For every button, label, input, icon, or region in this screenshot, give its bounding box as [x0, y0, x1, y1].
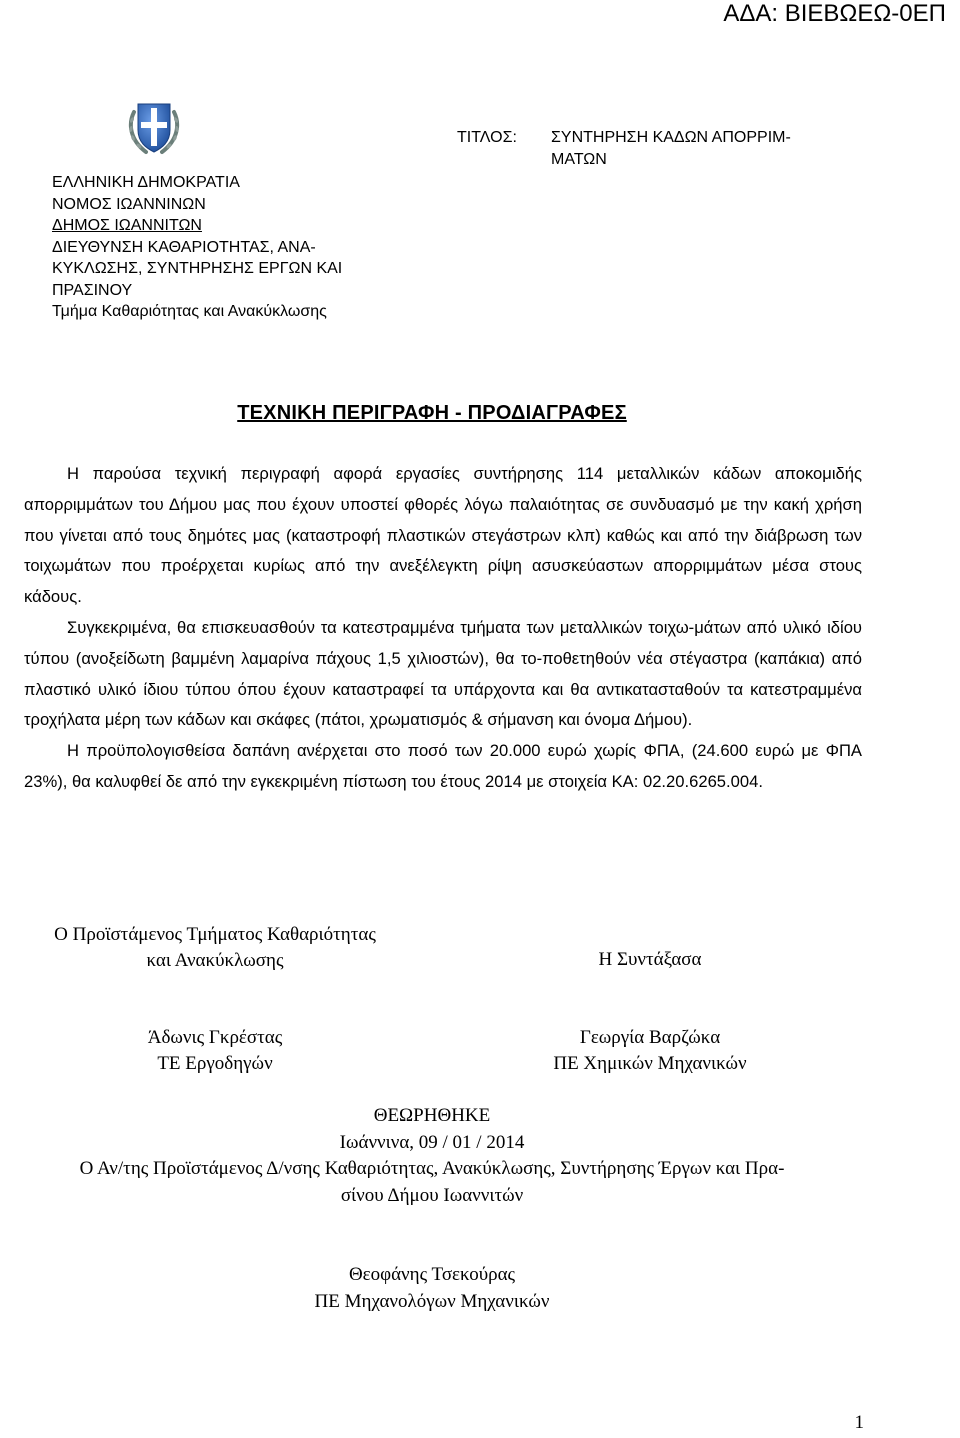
title-value-line-2: ΜΑΤΩΝ — [551, 151, 607, 168]
signature-left-name: Άδωνις Γκρέστας — [147, 1027, 283, 1048]
signature-right-role-text: Η Συντάξασα — [598, 949, 702, 970]
signature-left-role-line-1: Ο Προϊστάμενος Τμήματος Καθαριότητας — [54, 924, 376, 945]
signature-right-name: Γεωργία Βαρζώκα — [579, 1027, 721, 1048]
issuer-line-municipality: ΔΗΜΟΣ ΙΩΑΝΝΙΤΩΝ — [52, 217, 202, 234]
approver-title: ΠΕ Μηχανολόγων Μηχανικών — [314, 1291, 550, 1312]
signature-left-role-line-2: και Ανακύκλωσης — [146, 950, 284, 971]
issuer-line-republic: ΕΛΛΗΝΙΚΗ ΔΗΜΟΚΡΑΤΙΑ — [52, 174, 240, 191]
title-label: ΤΙΤΛΟΣ: — [457, 129, 517, 146]
issuer-line-directorate-1: ΔΙΕΥΘΥΝΣΗ ΚΑΘΑΡΙΟΤΗΤΑΣ, ΑΝΑ- — [52, 238, 316, 256]
signature-right-title: ΠΕ Χημικών Μηχανικών — [553, 1053, 747, 1074]
greek-coat-of-arms-icon — [124, 98, 184, 158]
paragraph-budget: Η προϋπολογισθείσα δαπάνη ανέρχεται στο ποσό των 20.000 ευρώ χωρίς ΦΠΑ, (24.600 ευρώ με ΦΠΑ 23%), θα καλυφθεί δε από την εγκεκριμένη πίστωση του έτους 2014 με στοιχεία ΚΑ: 02.20.6265.004. — [24, 741, 862, 791]
title-value — [551, 127, 851, 171]
paragraph-works: Συγκεκριμένα, θα επισκευασθούν τα κατεστραμμένα τμήματα των μεταλλικών τοιχω-μάτων από υλικό ιδίου τύπου (ανοξείδωτη βαμμένη λαμαρίνα πάχους 1,5 χιλιοστών), θα το-ποθετηθούν νέα στέγαστρα (καπάκια) από πλαστικό υλικό ίδιου τύπου όπου έχουν καταστραφεί τα υπάρχοντα και θα αντικατασταθούν τα κατεστραμμένα τροχήλατα μέρη των κάδων και σκάφες (πάτοι, χρωματισμός & σήμανση και όνομα Δήμου). — [24, 617, 862, 730]
ada-code: ΑΔΑ: ΒΙΕΒΩΕΩ-0ΕΠ — [723, 0, 946, 27]
title-value-line-1: ΣΥΝΤΗΡΗΣΗ ΚΑΔΩΝ ΑΠΟΡΡΙΜ- — [551, 129, 791, 146]
signature-left-title: ΤΕ Εργοδηγών — [157, 1053, 273, 1074]
issuer-block — [52, 172, 342, 323]
document-body — [24, 459, 862, 798]
issuer-line-department: Τμήμα Καθαριότητας και Ανακύκλωσης — [52, 303, 327, 320]
issuer-line-directorate-3: ΠΡΑΣΙΝΟΥ — [52, 281, 133, 299]
approval-role-line-1: Ο Αν/της Προϊστάμενος Δ/νσης Καθαριότητας, Ανακύκλωσης, Συντήρησης Έργων και Πρα- — [79, 1158, 785, 1179]
approver-name: Θεοφάνης Τσεκούρας — [348, 1264, 516, 1285]
issuer-line-directorate-2: ΚΥΚΛΩΣΗΣ, ΣΥΝΤΗΡΗΣΗΣ ΕΡΓΩΝ ΚΑΙ — [52, 260, 343, 277]
issuer-line-prefecture: ΝΟΜΟΣ ΙΩΑΝΝΙΝΩΝ — [52, 195, 206, 213]
approval-label: ΘΕΩΡΗΘΗΚΕ — [373, 1105, 491, 1126]
page-number: 1 — [854, 1412, 864, 1433]
signature-right-person — [500, 1025, 800, 1077]
document-heading: ΤΕΧΝΙΚΗ ΠΕΡΙΓΡΑΦΗ - ΠΡΟΔΙΑΓΡΑΦΕΣ — [237, 402, 627, 424]
approver-person — [0, 1261, 864, 1315]
approval-role-line-2: σίνου Δήμου Ιωαννιτών — [340, 1184, 524, 1206]
paragraph-scope: Η παρούσα τεχνική περιγραφή αφορά εργασίες συντήρησης 114 μεταλλικών κάδων αποκομιδής απορριμμάτων του Δήμου μας που έχουν υποστεί φθορές λόγω παλαιότητας σε συνδυασμό με την κακή χρήση που γίνεται από τους δημότες μας (καταστροφή πλαστικών στεγάστρων κλπ) καθώς και από την διάβρωση των τοιχωμάτων που προέρχεται κυρίως από την ανεξέλεγκτη ρίψη ασυσκεύαστων απορριμμάτων μέσα στους κάδους. — [24, 464, 862, 607]
approval-block — [0, 1103, 864, 1209]
signature-left-role — [0, 922, 430, 974]
signature-left-person — [0, 1025, 430, 1077]
approval-place-date: Ιωάννινα, 09 / 01 / 2014 — [339, 1131, 525, 1153]
signature-right-role — [500, 947, 800, 973]
